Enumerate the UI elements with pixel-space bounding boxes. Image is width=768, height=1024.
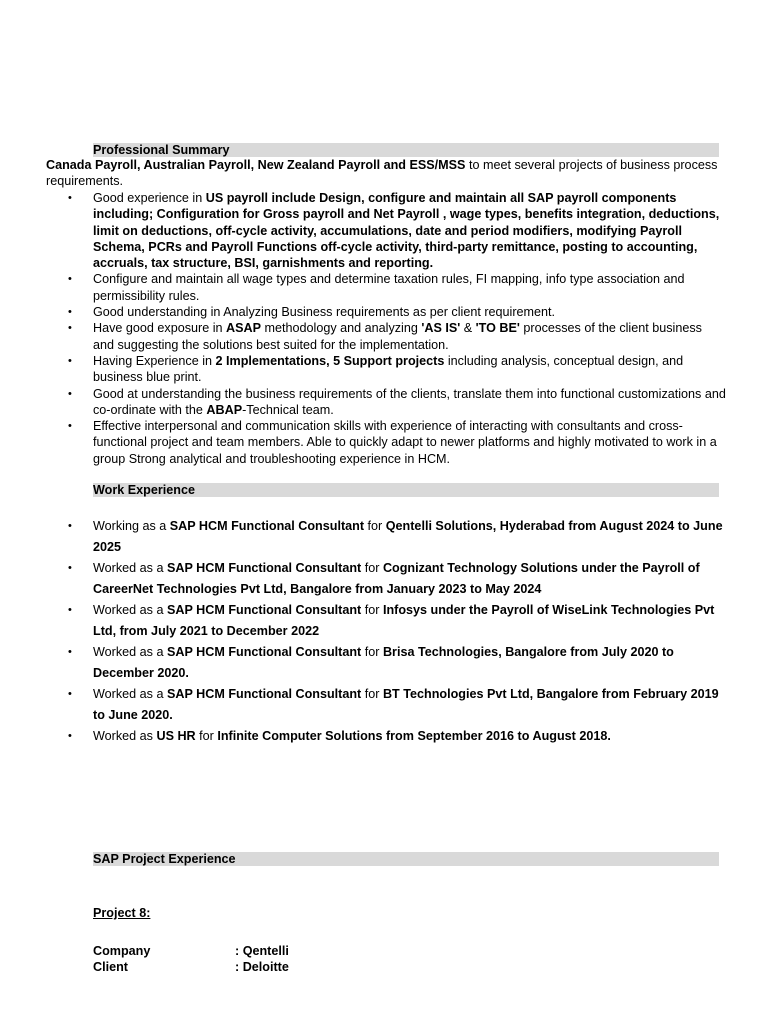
summary-item-bold: US payroll include Design, configure and maintain all SAP payroll components including; Configuration for Gross payroll and Net Payroll , wage types, benefits integration, deductions, limit on deductions, off-cycle activity, accumulations, date and period modifiers, modifying Payroll Schema, PCRs and Payroll Functions off-cycle activity, third-party remittance, posting to accounting, accruals, tax structure, BSI, garnishments and reporting. [93,191,720,271]
sap-project-experience-heading: SAP Project Experience [93,852,719,866]
summary-item-bold: 'AS IS' [421,321,461,336]
work-experience-heading: Work Experience [93,483,719,497]
work-item-role: SAP HCM Functional Consultant [166,645,362,659]
work-item [46,600,726,642]
work-item-text: Worked as a [93,687,167,701]
summary-item [46,320,726,353]
work-list [46,516,726,747]
work-item-text: Working as a [93,519,170,533]
summary-item [46,418,726,467]
work-item-role: SAP HCM Functional Consultant [166,561,362,575]
client-value: : Deloitte [235,960,289,974]
work-item-detail: Brisa Technologies, Bangalore from July 2020 to December 2020. [93,645,674,680]
work-item-detail: Infinite Computer Solutions from September 2016 to August 2018. [217,729,611,743]
summary-item [46,304,726,320]
summary-item-text: Have good exposure in [93,321,227,336]
work-item-text: Worked as a [93,603,167,617]
client-label: Client [93,960,128,974]
work-item-detail: Cognizant Technology Solutions under the Payroll of CareerNet Technologies Pvt Ltd, Bangalore from January 2023 to May 2024 [93,561,700,596]
work-item-role: SAP HCM Functional Consultant [169,519,365,533]
client-row [93,960,289,974]
work-item-text: for [361,561,383,575]
professional-summary-heading: Professional Summary [93,143,719,157]
summary-item-text: processes of the client business and suggesting the solutions best suited for the implementation. [93,321,702,352]
work-item [46,726,726,747]
work-item-detail: BT Technologies Pvt Ltd, Bangalore from February 2019 to June 2020. [93,687,719,722]
summary-item-text: Having Experience in [93,353,216,368]
intro-bold-text: Canada Payroll, Australian Payroll, New Zealand Payroll and ESS/MSS [46,158,466,172]
work-item-text: for [361,603,383,617]
work-item-text: Worked as a [93,645,167,659]
summary-item-bold: ASAP [226,321,262,336]
company-row [93,944,289,958]
summary-intro [46,157,726,190]
work-item [46,642,726,684]
summary-item-bold: 'TO BE' [475,321,520,336]
summary-item [46,190,726,271]
summary-item-text: Good at understanding the business requirements of the clients, translate them into functional customizations and co-ordinate with the [93,386,726,417]
company-value: : Qentelli [235,944,289,958]
work-item [46,516,726,558]
work-item-role: US HR [156,729,196,743]
summary-item-text: including analysis, conceptual design, and business blue print. [93,353,684,385]
intro-rest-text: to meet several projects of business process requirements. [46,158,718,189]
work-item-detail: Qentelli Solutions, Hyderabad from August 2024 to June 2025 [93,519,723,554]
summary-item-text: -Technical team. [242,402,334,417]
summary-item [46,353,726,386]
summary-item-bold: 2 Implementations, 5 Support projects [215,353,445,368]
work-item-text: for [364,519,386,533]
project-title: Project 8: [93,906,151,920]
company-label: Company [93,944,151,958]
summary-item-text: Configure and maintain all wage types and determine taxation rules, FI mapping, info type association and permissibility rules. [93,272,685,303]
work-item [46,684,726,726]
work-item-detail: Infosys under the Payroll of WiseLink Technologies Pvt Ltd, from July 2021 to December 2022 [93,603,715,638]
work-item [46,558,726,600]
summary-item [46,386,726,419]
summary-item-text: Good experience in [93,191,206,205]
summary-item-text: methodology and analyzing [261,321,422,336]
work-item-text: Worked as a [93,561,167,575]
summary-item-bold: ABAP [206,402,243,417]
work-item-text: for [195,729,218,743]
summary-list [46,190,726,467]
summary-item [46,271,726,304]
summary-item-text: Good understanding in Analyzing Business requirements as per client requirement. [93,305,556,320]
work-item-text: Worked as [93,729,157,743]
summary-item-text: & [460,321,476,336]
work-item-role: SAP HCM Functional Consultant [166,687,362,701]
summary-item-text: Effective interpersonal and communication skills with experience of interacting with consultants and cross-functional project and team members. Able to quickly adapt to newer platforms and highly motivated to work in a group Strong analytical and troubleshooting experience in HCM. [93,419,717,466]
work-item-text: for [361,687,383,701]
work-item-role: SAP HCM Functional Consultant [166,603,362,617]
work-item-text: for [361,645,383,659]
